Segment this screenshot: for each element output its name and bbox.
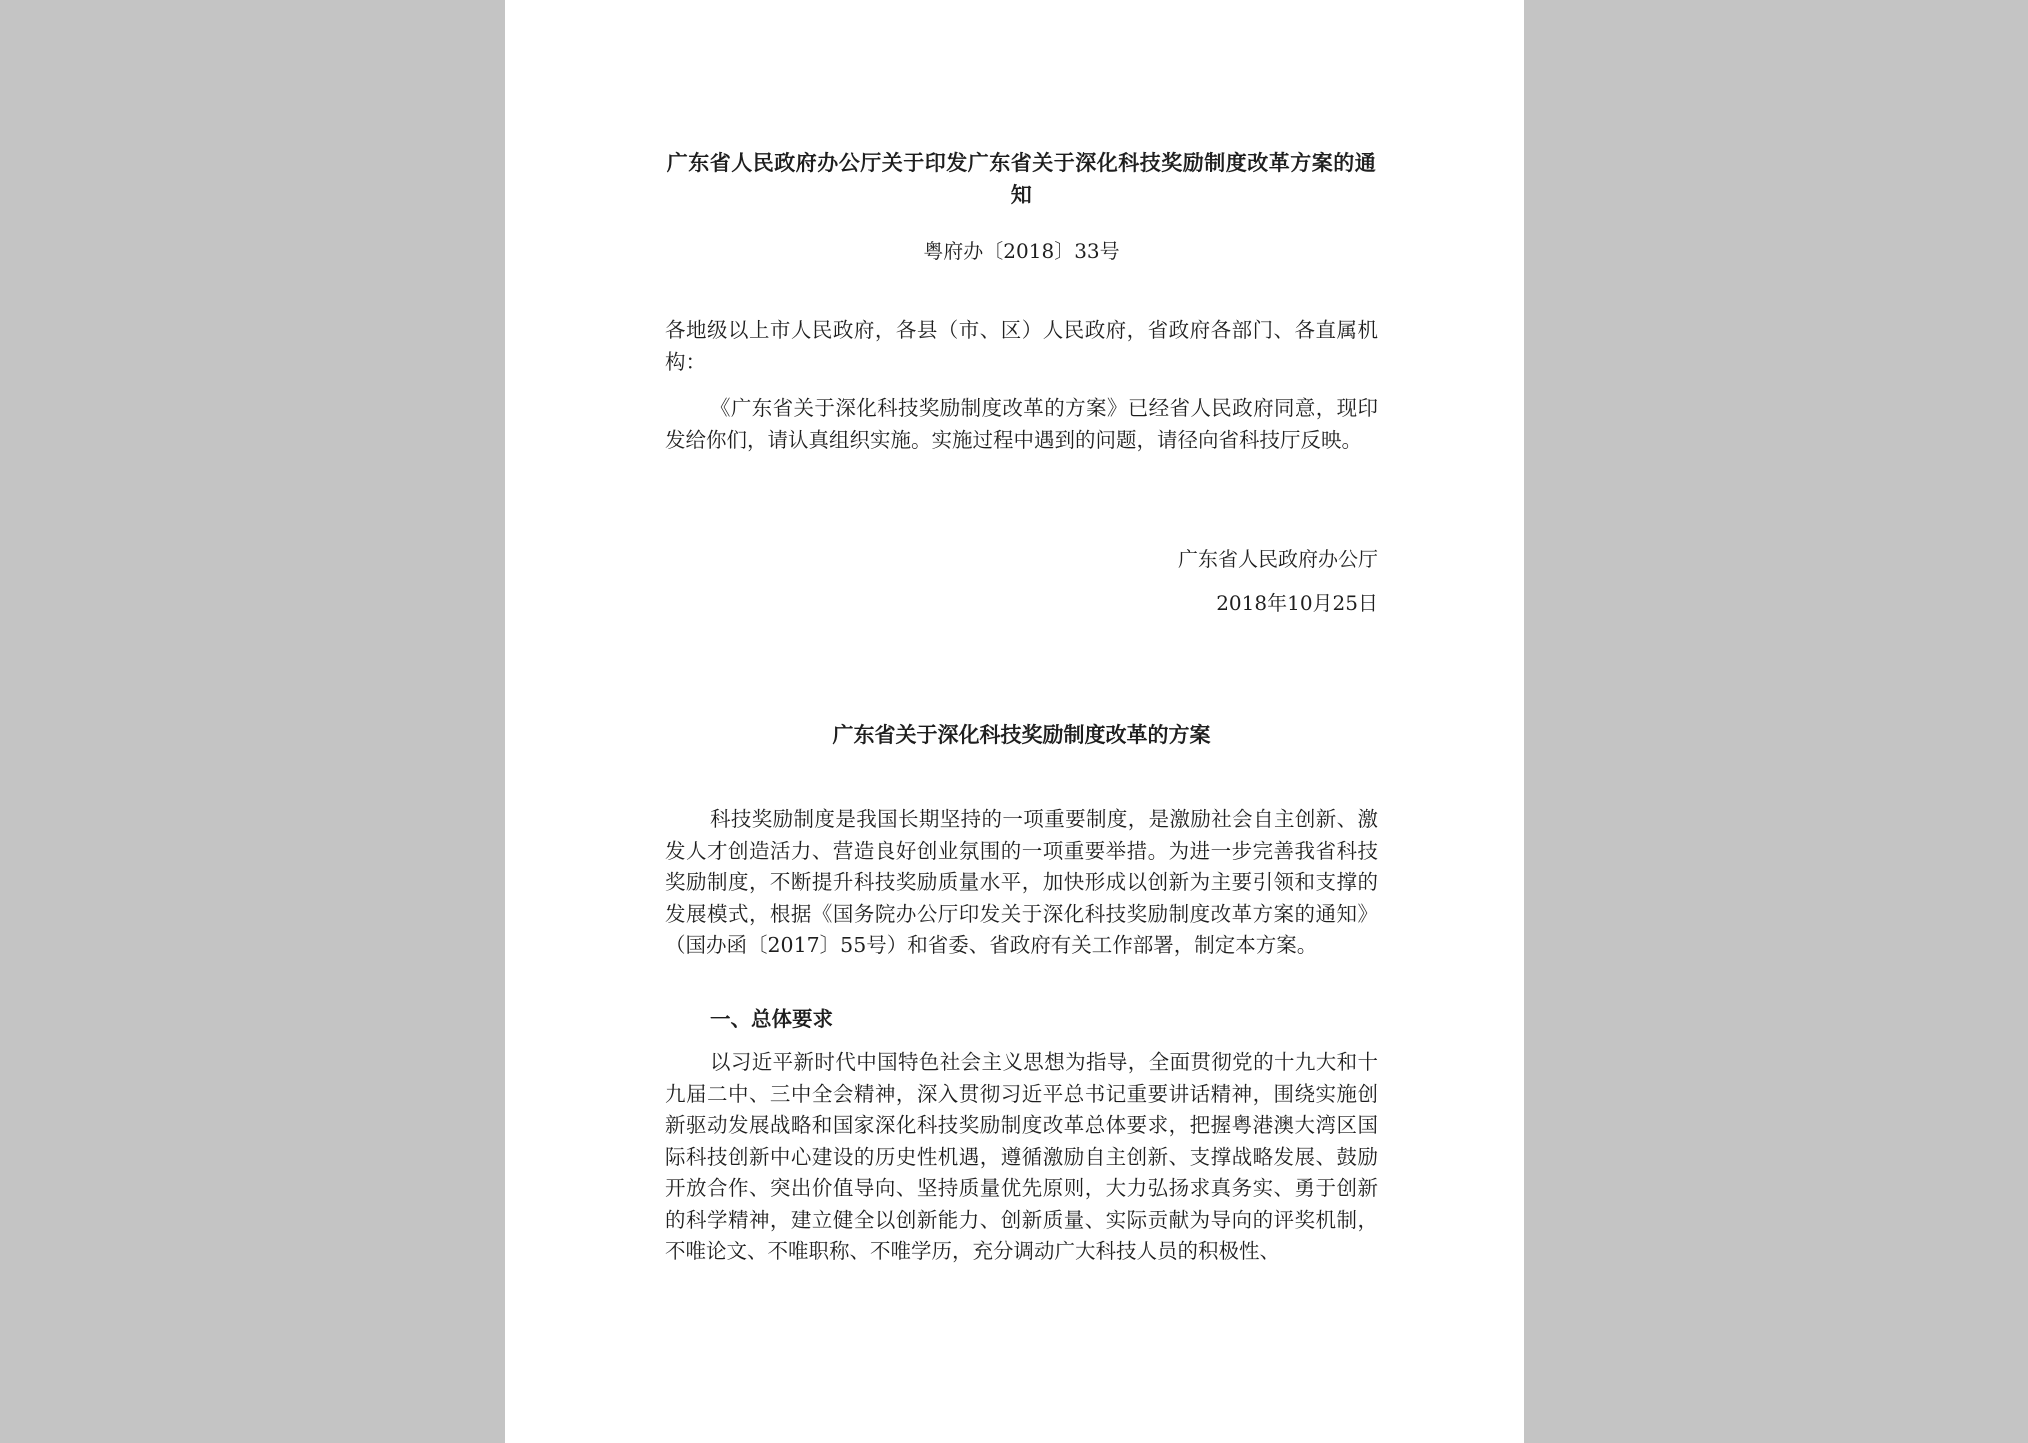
section-heading-general-requirements: 一、总体要求 <box>710 1007 833 1031</box>
document-page <box>505 0 1524 1443</box>
issue-date: 2018年10月25日 <box>1216 591 1378 615</box>
document-number: 粤府办〔2018〕33号 <box>923 239 1120 263</box>
notice-body: 《广东省关于深化科技奖励制度改革的方案》已经省人民政府同意，现印发给你们，请认真组织实施。实施过程中遇到的问题，请径向省科技厅反映。 <box>665 396 1378 452</box>
plan-intro-paragraph: 科技奖励制度是我国长期坚持的一项重要制度，是激励社会自主创新、激发人才创造活力、营造良好创业氛围的一项重要举措。为进一步完善我省科技奖励制度，不断提升科技奖励质量水平，加快形成以创新为主要引领和支撑的发展模式，根据《国务院办公厅印发关于深化科技奖励制度改革方案的通知》（国办函〔2017〕55号）和省委、省政府有关工作部署，制定本方案。 <box>665 807 1378 957</box>
notice-recipients: 各地级以上市人民政府，各县（市、区）人民政府，省政府各部门、各直属机构： <box>665 318 1378 374</box>
plan-title: 广东省关于深化科技奖励制度改革的方案 <box>832 723 1211 747</box>
issuer-signature: 广东省人民政府办公厅 <box>1178 547 1378 571</box>
notice-title: 广东省人民政府办公厅关于印发广东省关于深化科技奖励制度改革方案的通知 <box>666 151 1377 207</box>
section-body-paragraph: 以习近平新时代中国特色社会主义思想为指导，全面贯彻党的十九大和十九届二中、三中全会精神，深入贯彻习近平总书记重要讲话精神，围绕实施创新驱动发展战略和国家深化科技奖励制度改革总体要求，把握粤港澳大湾区国际科技创新中心建设的历史性机遇，遵循激励自主创新、支撑战略发展、鼓励开放合作、突出价值导向、坚持质量优先原则，大力弘扬求真务实、勇于创新的科学精神，建立健全以创新能力、创新质量、实际贡献为导向的评奖机制，不唯论文、不唯职称、不唯学历，充分调动广大科技人员的积极性、 <box>665 1050 1378 1263</box>
